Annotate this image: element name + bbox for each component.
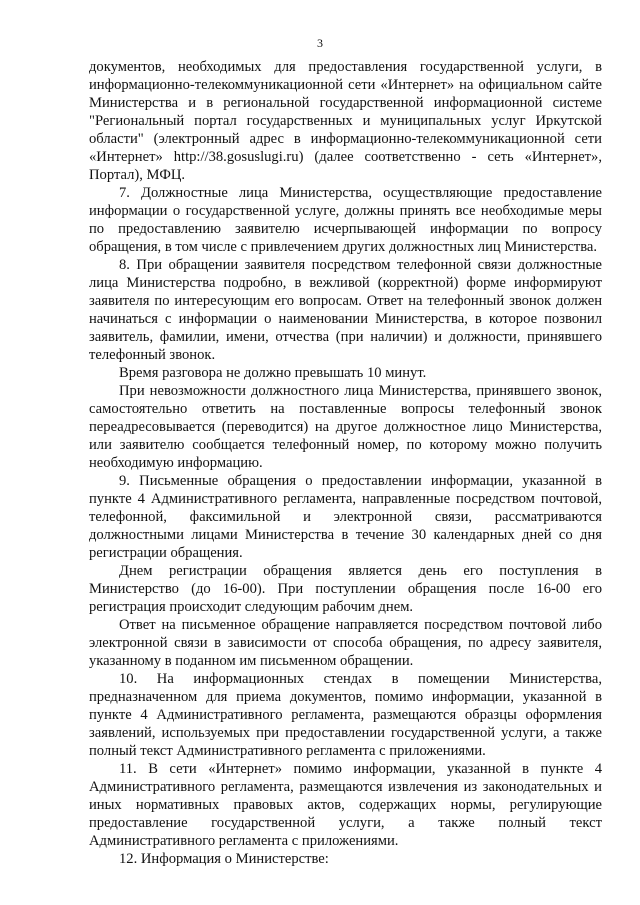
paragraph-call-duration: Время разговора не должно превышать 10 минут. bbox=[119, 365, 427, 381]
page-number: 3 bbox=[317, 36, 323, 50]
paragraph-registration-day: Днем регистрации обращения является день его поступления в Министерство (до 16-00). При поступлении обращения после 16-00 его регистрация происходит следующим рабочим днем. bbox=[89, 563, 602, 615]
paragraph-written-reply: Ответ на письменное обращение направляется посредством почтовой либо электронной связи в зависимости от способа обращения, по адресу заявителя, указанному в поданном им письменном обращении. bbox=[89, 617, 602, 669]
document-body bbox=[89, 58, 602, 868]
paragraph-call-redirect: При невозможности должностного лица Министерства, принявшего звонок, самостоятельно ответить на поставленные вопросы телефонный звонок переадресовывается (переводится) на другое должностное лицо Министерства, или заявителю сообщается телефонный номер, по которому можно получить необходимую информацию. bbox=[89, 383, 602, 471]
paragraph-10: 10. На информационных стендах в помещении Министерства, предназначенном для приема документов, помимо информации, указанной в пункте 4 Административного регламента, размещаются образцы оформления заявлений, используемых при предоставлении государственной услуги, а также полный текст Административного регламента с приложениями. bbox=[89, 671, 602, 759]
paragraph-11: 11. В сети «Интернет» помимо информации, указанной в пункте 4 Административного регламента, размещаются извлечения из законодательных и иных нормативных правовых актов, содержащих нормы, регулирующие предоставление государственной услуги, а также полный текст Административного регламента с приложениями. bbox=[89, 761, 602, 849]
paragraph-8: 8. При обращении заявителя посредством телефонной связи должностные лица Министерства подробно, в вежливой (корректной) форме информируют заявителя по интересующим его вопросам. Ответ на телефонный звонок должен начинаться с информации о наименовании Министерства, в которое позвонил заявитель, фамилии, имени, отчества (при наличии) и должности, принявшего телефонный звонок. bbox=[89, 257, 602, 363]
paragraph-12: 12. Информация о Министерстве: bbox=[119, 851, 329, 867]
paragraph-continuation: документов, необходимых для предоставления государственной услуги, в информационно-телекоммуникационной сети «Интернет» на официальном сайте Министерства и в региональной государственной информационной системе "Региональный портал государственных и муниципальных услуг Иркутской области" (электронный адрес в информационно-телекоммуникационной сети «Интернет» http://38.gosuslugi.ru) (далее соответственно - сеть «Интернет», Портал), МФЦ. bbox=[89, 59, 602, 183]
paragraph-9: 9. Письменные обращения о предоставлении информации, указанной в пункте 4 Административного регламента, направленные посредством почтовой, телефонной, факсимильной и электронной связи, рассматриваются должностными лицами Министерства в течение 30 календарных дней со дня регистрации обращения. bbox=[89, 473, 602, 561]
paragraph-7: 7. Должностные лица Министерства, осуществляющие предоставление информации о государственной услуге, должны принять все необходимые меры по предоставлению заявителю исчерпывающей информации по вопросу обращения, в том числе с привлечением других должностных лиц Министерства. bbox=[89, 185, 602, 255]
